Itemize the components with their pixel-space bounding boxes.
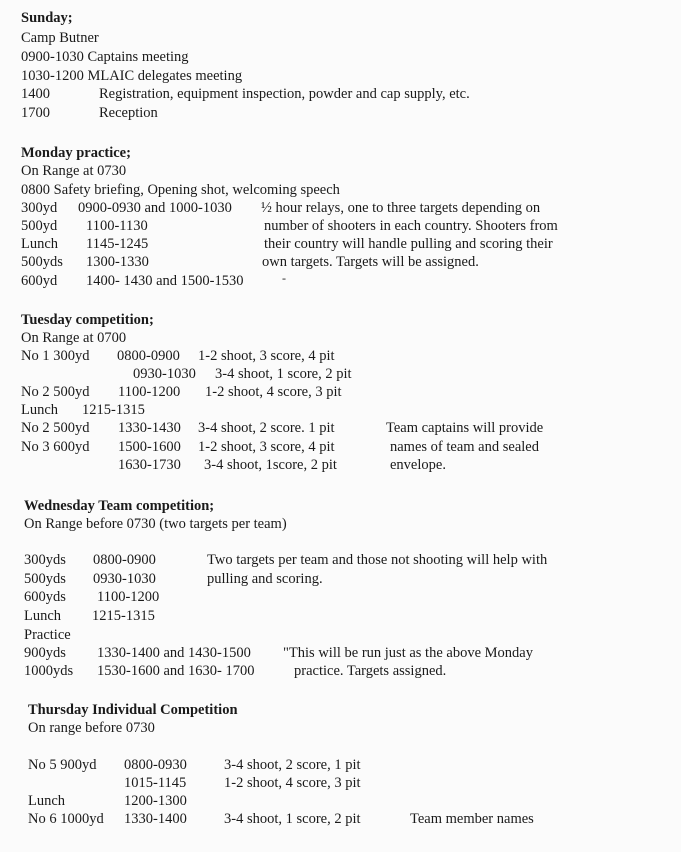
table-row-dist: 1000yds xyxy=(24,663,74,679)
thursday-heading: Thursday Individual Competition xyxy=(28,702,238,718)
delegates-meeting: 1030-1200 MLAIC delegates meeting xyxy=(21,68,243,84)
table-row-time: 1215-1315 xyxy=(82,402,145,418)
table-row-time: 1100-1200 xyxy=(118,384,181,400)
table-row-dist: 300yd xyxy=(21,200,58,216)
thursday-on-range: On range before 0730 xyxy=(28,720,155,736)
table-row-dist: Lunch xyxy=(24,608,62,624)
table-row-time: 1100-1200 xyxy=(97,589,160,605)
monday-heading: Monday practice; xyxy=(21,145,131,161)
monday-note-line: their country will handle pulling and scoring their xyxy=(264,236,553,252)
practice-note-line: "This will be run just as the above Monday xyxy=(283,645,533,661)
table-row-dist: 500yd xyxy=(21,218,58,234)
thursday-note: Team member names xyxy=(410,811,534,827)
table-row-detail: 3-4 shoot, 2 score, 1 pit xyxy=(224,757,361,773)
table-row-time: 1330-1400 and 1430-1500 xyxy=(97,645,251,661)
sunday-heading: Sunday; xyxy=(21,10,73,26)
table-row-time: 1400- 1430 and 1500-1530 xyxy=(86,273,244,289)
table-row-label: No 1 300yd xyxy=(21,348,90,364)
sunday-location: Camp Butner xyxy=(21,30,99,46)
table-row-time: 1330-1400 xyxy=(124,811,187,827)
wednesday-on-range: On Range before 0730 (two targets per team) xyxy=(24,516,287,532)
practice-note-line: practice. Targets assigned. xyxy=(294,663,447,679)
registration-time: 1400 xyxy=(21,86,50,102)
table-row-time: 1500-1600 xyxy=(118,439,181,455)
monday-safety: 0800 Safety briefing, Opening shot, welcoming speech xyxy=(21,182,340,198)
tuesday-note-line: names of team and sealed xyxy=(390,439,539,455)
table-row-time: 1015-1145 xyxy=(124,775,187,791)
table-row-time: 1100-1130 xyxy=(86,218,148,234)
table-row-label: Lunch xyxy=(28,793,66,809)
registration-text: Registration, equipment inspection, powder and cap supply, etc. xyxy=(99,86,470,102)
table-row-time: 0800-0900 xyxy=(93,552,156,568)
table-row-time: 1530-1600 and 1630- 1700 xyxy=(97,663,255,679)
tuesday-on-range: On Range at 0700 xyxy=(21,330,127,346)
table-row-time: 0930-1030 xyxy=(93,571,156,587)
practice-label: Practice xyxy=(24,627,71,643)
table-row-time: 0900-0930 and 1000-1030 xyxy=(78,200,232,216)
table-row-detail: 1-2 shoot, 3 score, 4 pit xyxy=(198,348,335,364)
table-row-dist: Lunch xyxy=(21,236,59,252)
table-row-time: 1215-1315 xyxy=(92,608,155,624)
table-row-detail: 1-2 shoot, 4 score, 3 pit xyxy=(205,384,342,400)
table-row-dist: 900yds xyxy=(24,645,66,661)
captains-meeting: 0900-1030 Captains meeting xyxy=(21,49,189,65)
wednesday-note-line: Two targets per team and those not shooting will help with xyxy=(207,552,548,568)
tuesday-heading: Tuesday competition; xyxy=(21,312,154,328)
table-row-time: 0800-0900 xyxy=(117,348,180,364)
table-row-dist: 600yd xyxy=(21,273,58,289)
stray-mark: - xyxy=(282,271,286,285)
table-row-dist: 300yds xyxy=(24,552,66,568)
table-row-time: 1630-1730 xyxy=(118,457,181,473)
reception-time: 1700 xyxy=(21,105,50,121)
table-row-detail: 3-4 shoot, 1 score, 2 pit xyxy=(224,811,361,827)
reception-text: Reception xyxy=(99,105,158,121)
table-row-time: 0930-1030 xyxy=(133,366,196,382)
table-row-time: 1200-1300 xyxy=(124,793,187,809)
table-row-detail: 3-4 shoot, 2 score. 1 pit xyxy=(198,420,335,436)
table-row-dist: 500yds xyxy=(21,254,63,270)
table-row-dist: 500yds xyxy=(24,571,66,587)
table-row-time: 1300-1330 xyxy=(86,254,149,270)
monday-note-line: ½ hour relays, one to three targets depending on xyxy=(261,200,541,216)
table-row-detail: 3-4 shoot, 1 score, 2 pit xyxy=(215,366,352,382)
table-row-label: No 2 500yd xyxy=(21,384,90,400)
wednesday-note-line: pulling and scoring. xyxy=(207,571,323,587)
table-row-dist: 600yds xyxy=(24,589,66,605)
table-row-label: No 6 1000yd xyxy=(28,811,104,827)
monday-note-line: number of shooters in each country. Shooters from xyxy=(264,218,558,234)
table-row-time: 1330-1430 xyxy=(118,420,181,436)
table-row-time: 0800-0930 xyxy=(124,757,187,773)
table-row-detail: 3-4 shoot, 1score, 2 pit xyxy=(204,457,337,473)
monday-note-line: own targets. Targets will be assigned. xyxy=(262,254,479,270)
wednesday-heading: Wednesday Team competition; xyxy=(24,498,215,514)
table-row-detail: 1-2 shoot, 3 score, 4 pit xyxy=(198,439,335,455)
table-row-time: 1145-1245 xyxy=(86,236,149,252)
table-row-detail: 1-2 shoot, 4 score, 3 pit xyxy=(224,775,361,791)
monday-on-range: On Range at 0730 xyxy=(21,163,127,179)
table-row-label: No 3 600yd xyxy=(21,439,90,455)
table-row-label: No 2 500yd xyxy=(21,420,90,436)
tuesday-note-line: Team captains will provide xyxy=(386,420,544,436)
table-row-label: No 5 900yd xyxy=(28,757,97,773)
tuesday-note-line: envelope. xyxy=(390,457,446,473)
table-row-label: Lunch xyxy=(21,402,59,418)
